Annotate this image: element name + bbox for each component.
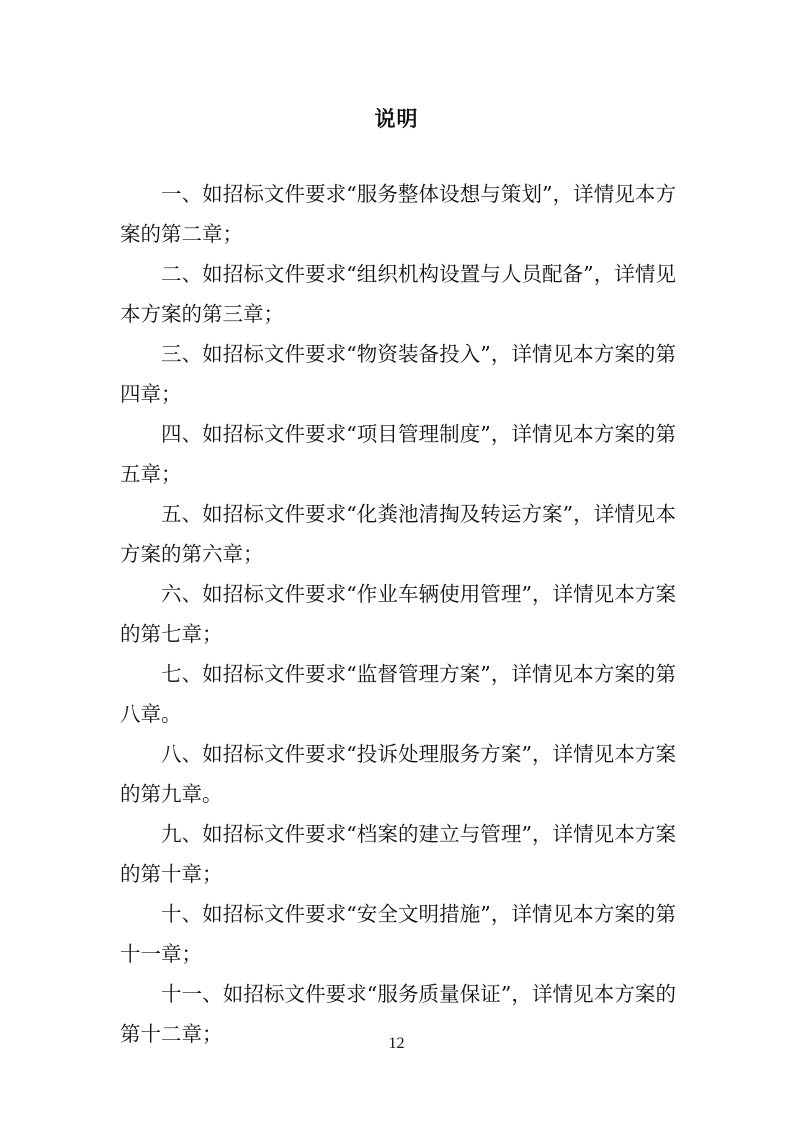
paragraph-item-2: 二、如招标文件要求“组织机构设置与人员配备”，详情见本方案的第三章； <box>120 262 676 326</box>
paragraph-item-10: 十、如招标文件要求“安全文明措施”，详情见本方案的第十一章； <box>120 902 676 966</box>
paragraph-item-7: 七、如招标文件要求“监督管理方案”，详情见本方案的第八章。 <box>120 662 676 726</box>
paragraph-item-1: 一、如招标文件要求“服务整体设想与策划”，详情见本方案的第二章； <box>120 182 676 246</box>
paragraph-item-4: 四、如招标文件要求“项目管理制度”，详情见本方案的第五章； <box>120 422 676 486</box>
paragraph-item-9: 九、如招标文件要求“档案的建立与管理”，详情见本方案的第十章； <box>120 822 676 886</box>
paragraph-item-6: 六、如招标文件要求“作业车辆使用管理”，详情见本方案的第七章； <box>120 582 676 646</box>
page-number: 12 <box>388 1035 405 1052</box>
paragraph-item-3: 三、如招标文件要求“物资装备投入”，详情见本方案的第四章； <box>120 342 676 406</box>
paragraph-item-8: 八、如招标文件要求“投诉处理服务方案”，详情见本方案的第九章。 <box>120 742 676 806</box>
document-body <box>120 174 676 1054</box>
paragraph-item-5: 五、如招标文件要求“化粪池清掏及转运方案”，详情见本方案的第六章； <box>120 502 676 566</box>
page-title: 说明 <box>374 106 419 131</box>
paragraph-item-11: 十一、如招标文件要求“服务质量保证”，详情见本方案的第十二章； <box>120 982 676 1046</box>
